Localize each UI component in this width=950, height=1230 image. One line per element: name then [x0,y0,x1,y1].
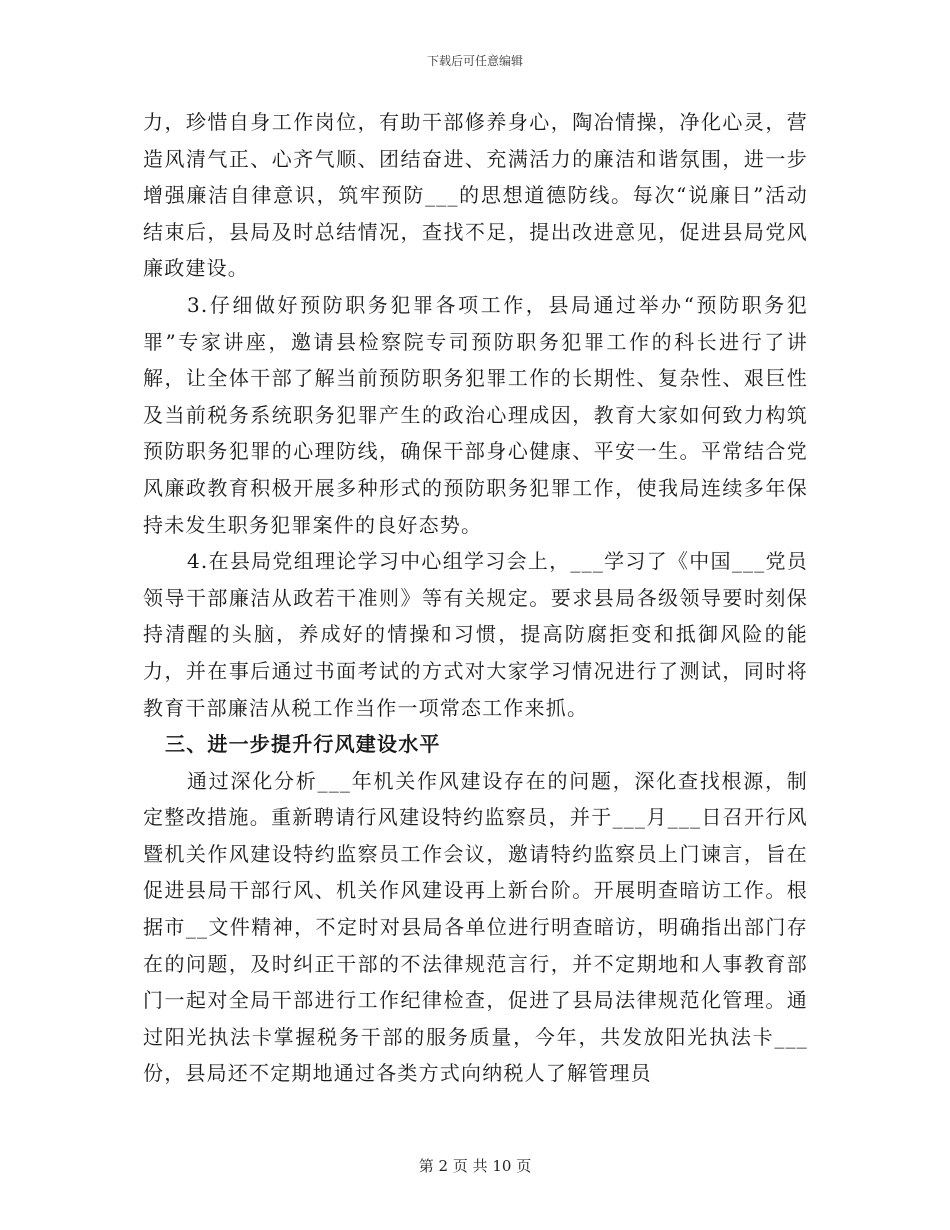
page-number: 第 2 页 共 10 页 [418,1157,532,1175]
section-heading: 三、进一步提升行风建设水平 [165,732,441,757]
document-body [143,104,808,1092]
paragraph-2: 3.仔细做好预防职务犯罪各项工作，县局通过举办“预防职务犯罪”专家讲座，邀请县检察院专司预防职务犯罪工作的科长进行了讲解，让全体干部了解当前预防职务犯罪工作的长期性、复杂性、艰巨性及当前税务系统职务犯罪产生的政治心理成因，教育大家如何致力构筑预防职务犯罪的心理防线，确保干部身心健康、平安一生。平常结合党风廉政教育积极开展多种形式的预防职务犯罪工作，使我局连续多年保持未发生职务犯罪案件的良好态势。 [143,292,808,537]
paragraph-3: 4.在县局党组理论学习中心组学习会上，___学习了《中国___党员领导干部廉洁从政若干准则》等有关规定。要求县局各级领导要时刻保持清醒的头脑，养成好的情操和习惯，提高防腐拒变和抵御风险的能力，并在事后通过书面考试的方式对大家学习情况进行了测试，同时将教育干部廉洁从税工作当作一项常态工作来抓。 [143,549,808,720]
page-header-note: 下载后可任意编辑 [426,54,523,68]
paragraph-4: 通过深化分析___年机关作风建设存在的问题，深化查找根源，制定整改措施。重新聘请行风建设特约监察员，并于___月___日召开行风暨机关作风建设特约监察员工作会议，邀请特约监察员上门谏言，旨在促进县局干部行风、机关作风建设再上新台阶。开展明查暗访工作。根据市__文件精神，不定时对县局各单位进行明查暗访，明确指出部门存在的问题，及时纠正干部的不法律规范言行，并不定期地和人事教育部门一起对全局干部进行工作纪律检查，促进了县局法律规范化管理。通过阳光执法卡掌握税务干部的服务质量，今年，共发放阳光执法卡___份，县局还不定期地通过各类方式向纳税人了解管理员 [143,768,808,1086]
paragraph-1: 力，珍惜自身工作岗位，有助干部修养身心，陶冶情操，净化心灵，营造风清气正、心齐气顺、团结奋进、充满活力的廉洁和谐氛围，进一步增强廉洁自律意识，筑牢预防___的思想道德防线。每次“说廉日”活动结束后，县局及时总结情况，查找不足，提出改进意见，促进县局党风廉政建设。 [143,110,808,281]
